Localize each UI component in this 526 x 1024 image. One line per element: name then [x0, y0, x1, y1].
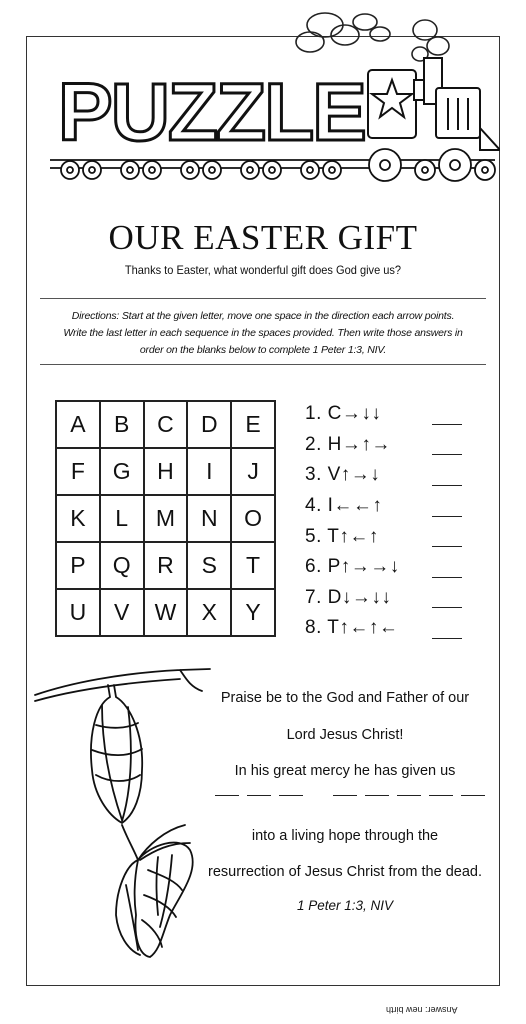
answer-blank[interactable] — [333, 795, 357, 796]
grid-cell: C — [144, 401, 188, 448]
directions-line: Directions: Start at the given letter, move one space in the direction each arrow points. — [71, 310, 455, 322]
clue-label: 3. V↑→↓ — [305, 464, 381, 486]
clue-label: 6. P↑→→↓ — [305, 556, 400, 578]
verse-line: Praise be to the God and Father of our — [220, 690, 470, 706]
clue-answer-blank[interactable] — [432, 496, 462, 517]
grid-cell: U — [56, 589, 100, 636]
directions-line: Write the last letter in each sequence in the spaces provided. Then write those answers in — [63, 327, 463, 339]
answer-blank[interactable] — [279, 795, 303, 796]
grid-cell: Y — [231, 589, 275, 636]
grid-cell: E — [231, 401, 275, 448]
page-title: OUR EASTER GIFT — [108, 218, 418, 257]
clue-item — [305, 583, 480, 614]
clue-answer-blank[interactable] — [432, 618, 462, 639]
grid-cell: I — [187, 448, 231, 495]
grid-cell: K — [56, 495, 100, 542]
clue-item — [305, 521, 480, 552]
grid-cell: M — [144, 495, 188, 542]
clue-item — [305, 430, 480, 461]
clue-answer-blank[interactable] — [432, 465, 462, 486]
grid-cell: D — [187, 401, 231, 448]
grid-cell: A — [56, 401, 100, 448]
grid-cell: L — [100, 495, 144, 542]
grid-cell: S — [187, 542, 231, 589]
verse-line: Lord Jesus Christ! — [286, 727, 404, 743]
grid-cell: T — [231, 542, 275, 589]
grid-cell: V — [100, 589, 144, 636]
grid-cell: G — [100, 448, 144, 495]
grid-cell: B — [100, 401, 144, 448]
clue-answer-blank[interactable] — [432, 587, 462, 608]
clue-item — [305, 552, 480, 583]
grid-cell: Q — [100, 542, 144, 589]
grid-cell: W — [144, 589, 188, 636]
clue-label: 5. T↑←↑ — [305, 525, 379, 547]
clue-answer-blank[interactable] — [432, 434, 462, 455]
directions-text — [40, 308, 486, 359]
answer-blank[interactable] — [397, 795, 421, 796]
grid-cell: R — [144, 542, 188, 589]
verse-citation: 1 Peter 1:3, NIV — [296, 898, 394, 913]
page-subtitle: Thanks to Easter, what wonderful gift does God give us? — [124, 263, 402, 277]
grid-cell: O — [231, 495, 275, 542]
answer-blank[interactable] — [247, 795, 271, 796]
clue-answer-blank[interactable] — [432, 557, 462, 578]
answer-blank[interactable] — [215, 795, 239, 796]
verse-line: resurrection of Jesus Christ from the dead. — [207, 864, 482, 880]
answer-blank[interactable] — [365, 795, 389, 796]
clue-item — [305, 491, 480, 522]
puzzle-train-banner — [40, 10, 500, 195]
clue-item — [305, 613, 480, 644]
clue-item — [305, 460, 480, 491]
letter-grid — [55, 400, 276, 637]
clue-item — [305, 399, 480, 430]
answer-blank[interactable] — [461, 795, 485, 796]
directions-line: order on the blanks below to complete 1 Peter 1:3, NIV. — [139, 344, 387, 356]
clue-answer-blank[interactable] — [432, 404, 462, 425]
answer-key-upside-down: Answer: new birth — [386, 1005, 458, 1015]
verse-line: into a living hope through the — [251, 828, 439, 844]
clue-label: 7. D↓→↓↓ — [305, 586, 392, 608]
clue-list — [305, 399, 480, 644]
word-gap — [311, 795, 325, 796]
grid-cell: F — [56, 448, 100, 495]
puzzle-word: PUZZLE — [58, 67, 365, 158]
butterfly-chrysalis-illustration — [30, 665, 220, 965]
verse-answer-blanks[interactable] — [215, 795, 485, 796]
divider-bottom — [40, 364, 486, 365]
clue-label: 8. T↑←↑← — [305, 617, 399, 639]
divider-top — [40, 298, 486, 299]
clue-label: 1. C→↓↓ — [305, 403, 382, 425]
grid-cell: X — [187, 589, 231, 636]
clue-label: 2. H→↑→ — [305, 433, 391, 455]
answer-blank[interactable] — [429, 795, 453, 796]
grid-cell: P — [56, 542, 100, 589]
grid-cell: J — [231, 448, 275, 495]
grid-cell: N — [187, 495, 231, 542]
clue-answer-blank[interactable] — [432, 526, 462, 547]
clue-label: 4. I←←↑ — [305, 495, 383, 517]
grid-cell: H — [144, 448, 188, 495]
verse-line: In his great mercy he has given us — [234, 763, 456, 779]
